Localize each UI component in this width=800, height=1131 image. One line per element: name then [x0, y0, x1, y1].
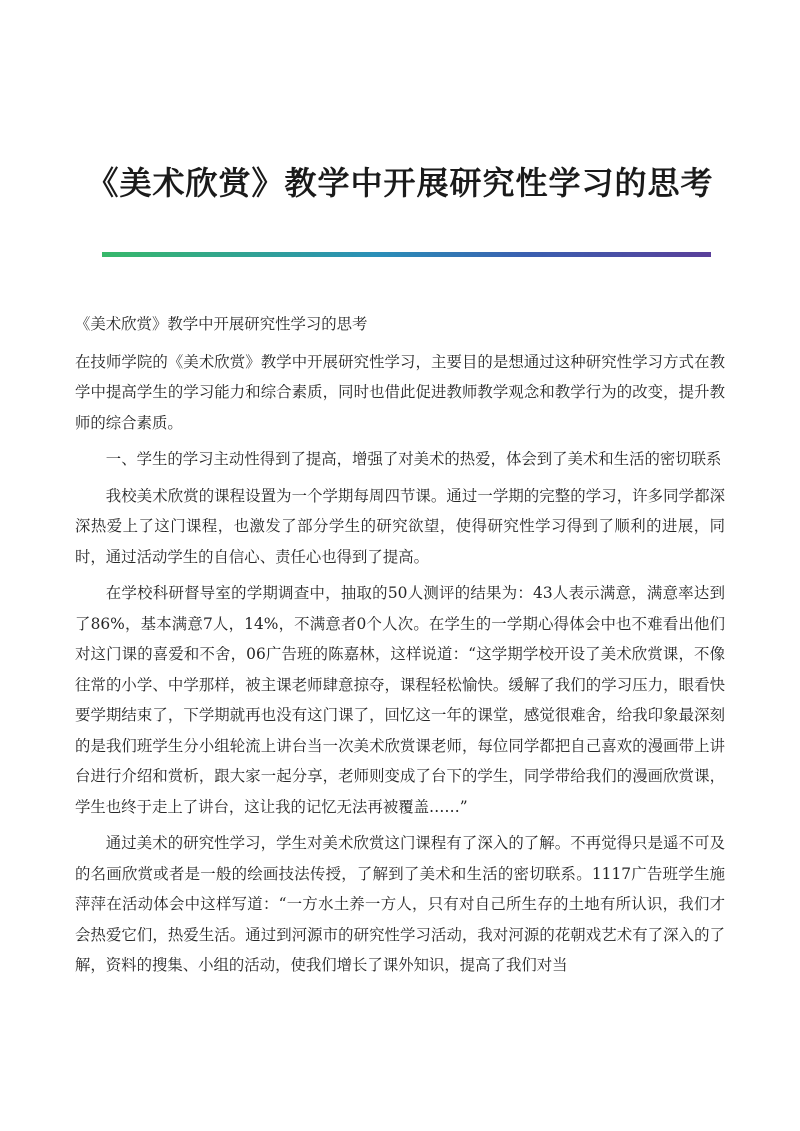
paragraph-subtitle: 《美术欣赏》教学中开展研究性学习的思考 — [75, 315, 368, 333]
paragraph-intro: 在技师学院的《美术欣赏》教学中开展研究性学习，主要目的是想通过这种研究性学习方式在教学中提高学生的学习能力和综合素质，同时也借此促进教师教学观念和教学行为的改变，提升教师的综合素质。 — [75, 352, 725, 432]
document-title: 《美术欣赏》教学中开展研究性学习的思考 — [86, 164, 714, 202]
paragraph-body: 通过美术的研究性学习，学生对美术欣赏这门课程有了深入的了解。不再觉得只是遥不可及的名画欣赏或者是一般的绘画技法传授，了解到了美术和生活的密切联系。1117广告班学生施萍萍在活动体会中这样写道：“一方水土养一方人，只有对自己所生存的土地有所认识，我们才会热爱它们，热爱生活。通过到河源市的研究性学习活动，我对河源的花朝戏艺术有了深入的了解，资料的搜集、小组的活动，使我们增长了课外知识，提高了我们对当 — [75, 834, 725, 974]
paragraph-body: 我校美术欣赏的课程设置为一个学期每周四节课。通过一学期的完整的学习，许多同学都深深热爱上了这门课程，也激发了部分学生的研究欲望，使得研究性学习得到了顺利的进展，同时，通过活动学生的自信心、责任心也得到了提高。 — [75, 486, 725, 566]
section-heading: 一、学生的学习主动性得到了提高，增强了对美术的热爱，体会到了美术和生活的密切联系 — [105, 450, 722, 468]
paragraph-body: 在学校科研督导室的学期调查中，抽取的50人测评的结果为：43人表示满意，满意率达到了86%，基本满意7人，14%，不满意者0个人次。在学生的一学期心得体会中也不难看出他们对这门课的喜爱和不舍，06广告班的陈嘉林，这样说道：“这学期学校开设了美术欣赏课，不像往常的小学、中学那样，被主课老师肆意掠夺，课程轻松愉快。缓解了我们的学习压力，眼看快要学期结束了，下学期就再也没有这门课了，回忆这一年的课堂，感觉很难舍，给我印象最深刻的是我们班学生分小组轮流上讲台当一次美术欣赏课老师，每位同学都把自己喜欢的漫画带上讲台进行介绍和赏析，跟大家一起分享，老师则变成了台下的学生，同学带给我们的漫画欣赏课，学生也终于走上了讲台，这让我的记忆无法再被覆盖……” — [75, 584, 725, 816]
title-divider — [102, 252, 711, 257]
document-body — [75, 309, 725, 981]
